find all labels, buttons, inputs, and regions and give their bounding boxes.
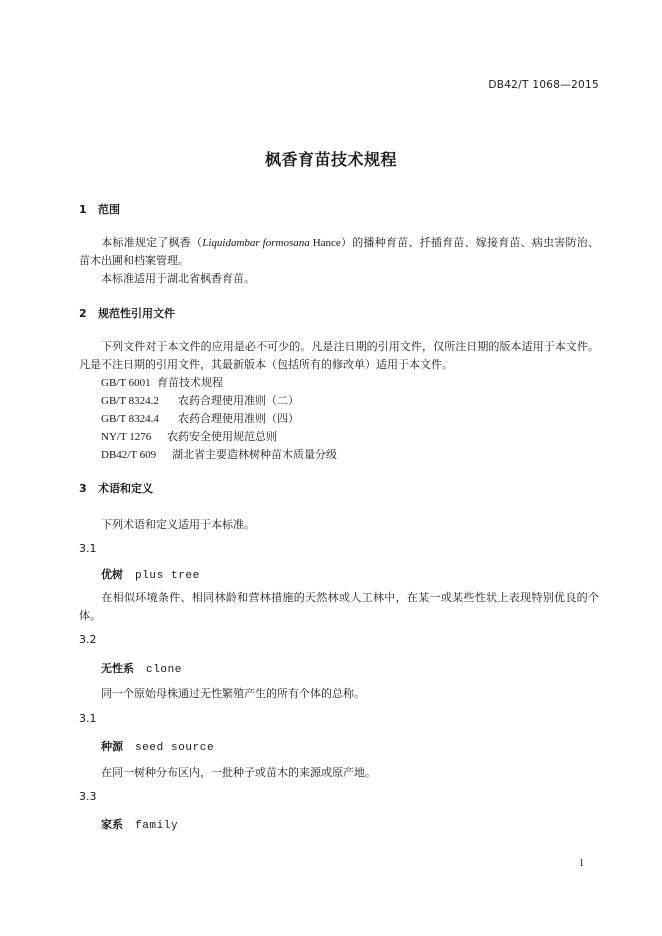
scope-applicability: 本标准适用于湖北省枫香育苗。 [101,273,255,285]
section-number: 2 [79,307,87,320]
scope-text-after: Hance）的播种育苗、扦插育苗、嫁接育苗、病虫害防治、苗木出圃和档案管理。 [79,237,599,267]
term-chinese: 无性系 [101,662,134,675]
reference-code: NY/T 1276 [101,431,152,443]
reference-item [101,428,277,444]
reference-name: 农药合理使用准则（二） [178,395,299,407]
reference-name: 育苗技术规程 [157,377,223,389]
term-english: family [135,820,179,832]
term-english: clone [146,664,183,676]
section-heading-scope [79,201,120,217]
section-heading-normative-references [79,305,175,321]
section-title: 规范性引用文件 [98,307,175,320]
section-title: 范围 [98,203,120,216]
reference-code: GB/T 6001 [101,377,151,389]
section-title: 术语和定义 [98,482,153,495]
term-chinese: 种源 [101,740,123,753]
term-number: 3.3 [79,790,97,803]
term-chinese: 优树 [101,568,123,581]
reference-code: GB/T 8324.2 [101,395,159,407]
term-definition [79,589,599,625]
document-code: DB42/T 1068—2015 [488,79,599,91]
term-definition-text: 在相似环境条件、相同林龄和营林措施的天然林或人工林中，在某一或某些性状上表现特别优良的个体。 [79,592,599,622]
term-chinese: 家系 [101,818,123,831]
reference-name: 农药安全使用规范总则 [167,431,277,443]
terms-intro: 下列术语和定义适用于本标准。 [101,519,255,531]
section-number: 1 [79,203,87,216]
references-paragraph [79,338,599,374]
reference-name: 农药合理使用准则（四） [178,413,299,425]
term-heading [101,738,214,754]
section-heading-terms [79,480,153,496]
term-number: 3.1 [79,712,97,725]
reference-item [101,446,337,462]
term-english: seed source [135,742,215,754]
term-heading [101,566,200,582]
term-number: 3.2 [79,633,97,646]
term-definition: 同一个原始母株通过无性繁殖产生的所有个体的总称。 [101,688,365,700]
term-heading [101,816,178,832]
reference-item [101,410,299,426]
term-heading [101,660,182,676]
reference-item [101,374,223,390]
scope-text-before: 本标准规定了枫香（ [101,237,203,249]
reference-name: 湖北省主要造林树种苗木质量分级 [172,449,337,461]
term-definition: 在同一树种分布区内，一批种子或苗木的来源或原产地。 [101,767,376,779]
page-number: 1 [579,858,584,869]
scope-paragraph [79,234,599,270]
document-title: 枫香育苗技术规程 [264,150,397,169]
reference-code: GB/T 8324.4 [101,413,159,425]
reference-item [101,392,299,408]
section-number: 3 [79,482,87,495]
term-english: plus tree [135,570,200,582]
reference-code: DB42/T 609 [101,449,157,461]
references-text: 下列文件对于本文件的应用是必不可少的。凡是注日期的引用文件，仅所注日期的版本适用于本文件。凡是不注日期的引用文件，其最新版本（包括所有的修改单）适用于本文件。 [79,341,599,371]
latin-name: Liquidambar formosana [202,237,310,249]
term-number: 3.1 [79,542,97,555]
